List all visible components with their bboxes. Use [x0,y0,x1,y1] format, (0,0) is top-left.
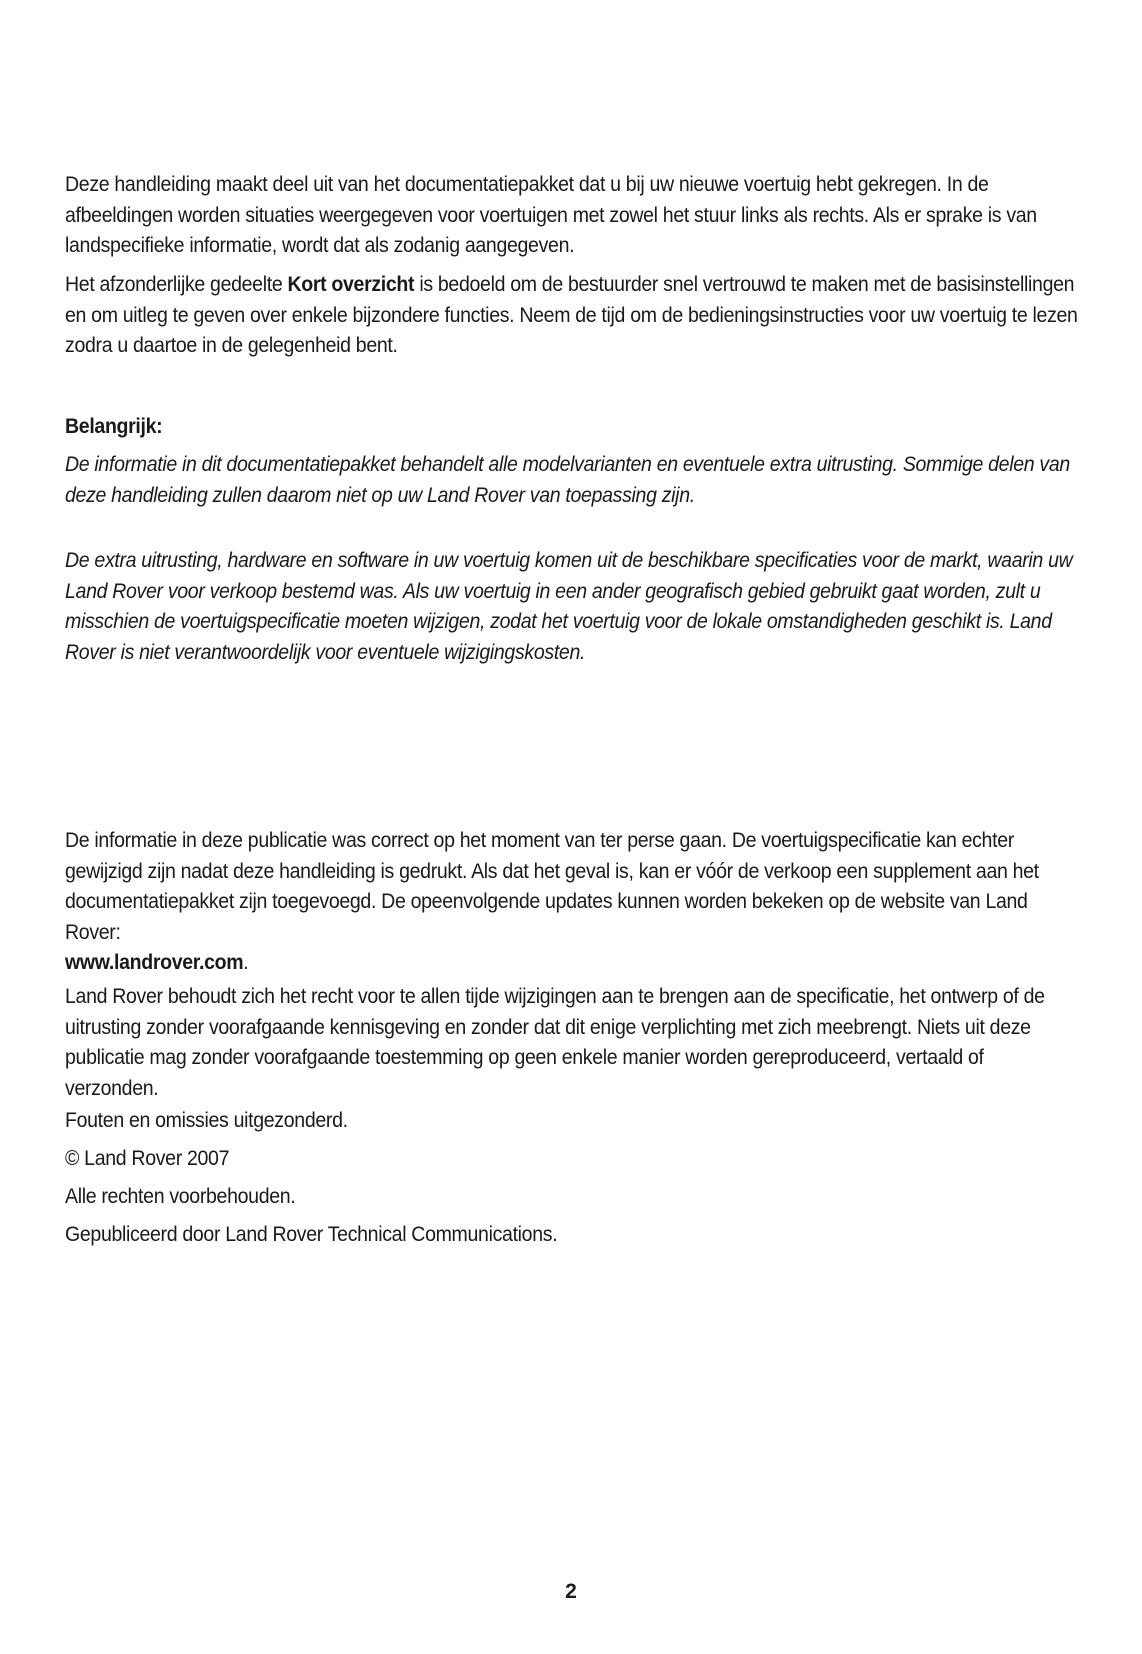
important-paragraph-1: De informatie in dit documentatiepakket behandelt alle modelvarianten en eventuele extra uitrusting. Sommige delen van deze handleiding zullen daarom niet op uw Land Rover van toepassing zijn. [65,453,1070,507]
intro-paragraph-1: Deze handleiding maakt deel uit van het documentatiepakket dat u bij uw nieuwe voertuig hebt gekregen. In de afbeeldingen worden situaties weergegeven voor voertuigen met zowel het stuur links als rechts. Als er sprake is van landspecifieke informatie, wordt dat als zodanig aangegeven. [65,173,1037,257]
important-heading: Belangrijk: [65,415,163,438]
publication-paragraph-2: Land Rover behoudt zich het recht voor te allen tijde wijzigingen aan te brengen aan de specificatie, het ontwerp of de uitrusting zonder voorafgaande kennisgeving en zonder dat dit enige verplichting met zich meebrengt. Niets uit deze publicatie mag zonder voorafgaande toestemming op geen enkele manier worden gereproduceerd, vertaald of verzonden. [65,985,1045,1100]
page-number: 2 [565,1580,577,1603]
website-suffix: . [243,951,249,974]
important-paragraph-2: De extra uitrusting, hardware en software in uw voertuig komen uit de beschikbare specificaties voor de markt, waarin uw Land Rover voor verkoop bestemd was. Als uw voertuig in een ander geografisch gebied gebruikt gaat worden, zult u misschien de voertuigspecificatie moeten wijzigen, zodat het voertuig voor de lokale omstandigheden geschikt is. Land Rover is niet verantwoordelijk voor eventuele wijzigingskosten. [65,549,1073,664]
publication-paragraph-1-text: De informatie in deze publicatie was correct op het moment van ter perse gaan. De voertuigspecificatie kan echter gewijzigd zijn nadat deze handleiding is gedrukt. Als dat het geval is, kan er vóór de verkoop een supplement aan het documentatiepakket zijn toegevoegd. De opeenvolgende updates kunnen worden bekeken op de website van Land Rover: [65,829,1039,944]
publisher-statement: Gepubliceerd door Land Rover Technical Communications. [65,1223,558,1246]
kort-overzicht-term: Kort overzicht [287,273,415,296]
website-link[interactable]: www.landrover.com [65,951,244,974]
intro-paragraph-2-start: Het afzonderlijke gedeelte [65,273,288,296]
intro-paragraph-2-end: is bedoeld om de bestuurder snel vertrouwd te maken met de basisinstellingen en om uitleg te geven over enkele bijzondere functies. Neem de tijd om de bedieningsinstructies voor uw voertuig te lezen zodra u daartoe in de gelegenheid bent. [65,273,1078,357]
intro-paragraph-2 [65,270,1079,362]
rights-reserved: Alle rechten voorbehouden. [65,1185,296,1208]
errors-statement: Fouten en omissies uitgezonderd. [65,1109,348,1132]
copyright-notice: © Land Rover 2007 [65,1147,230,1170]
publication-paragraph-1 [65,826,1079,979]
